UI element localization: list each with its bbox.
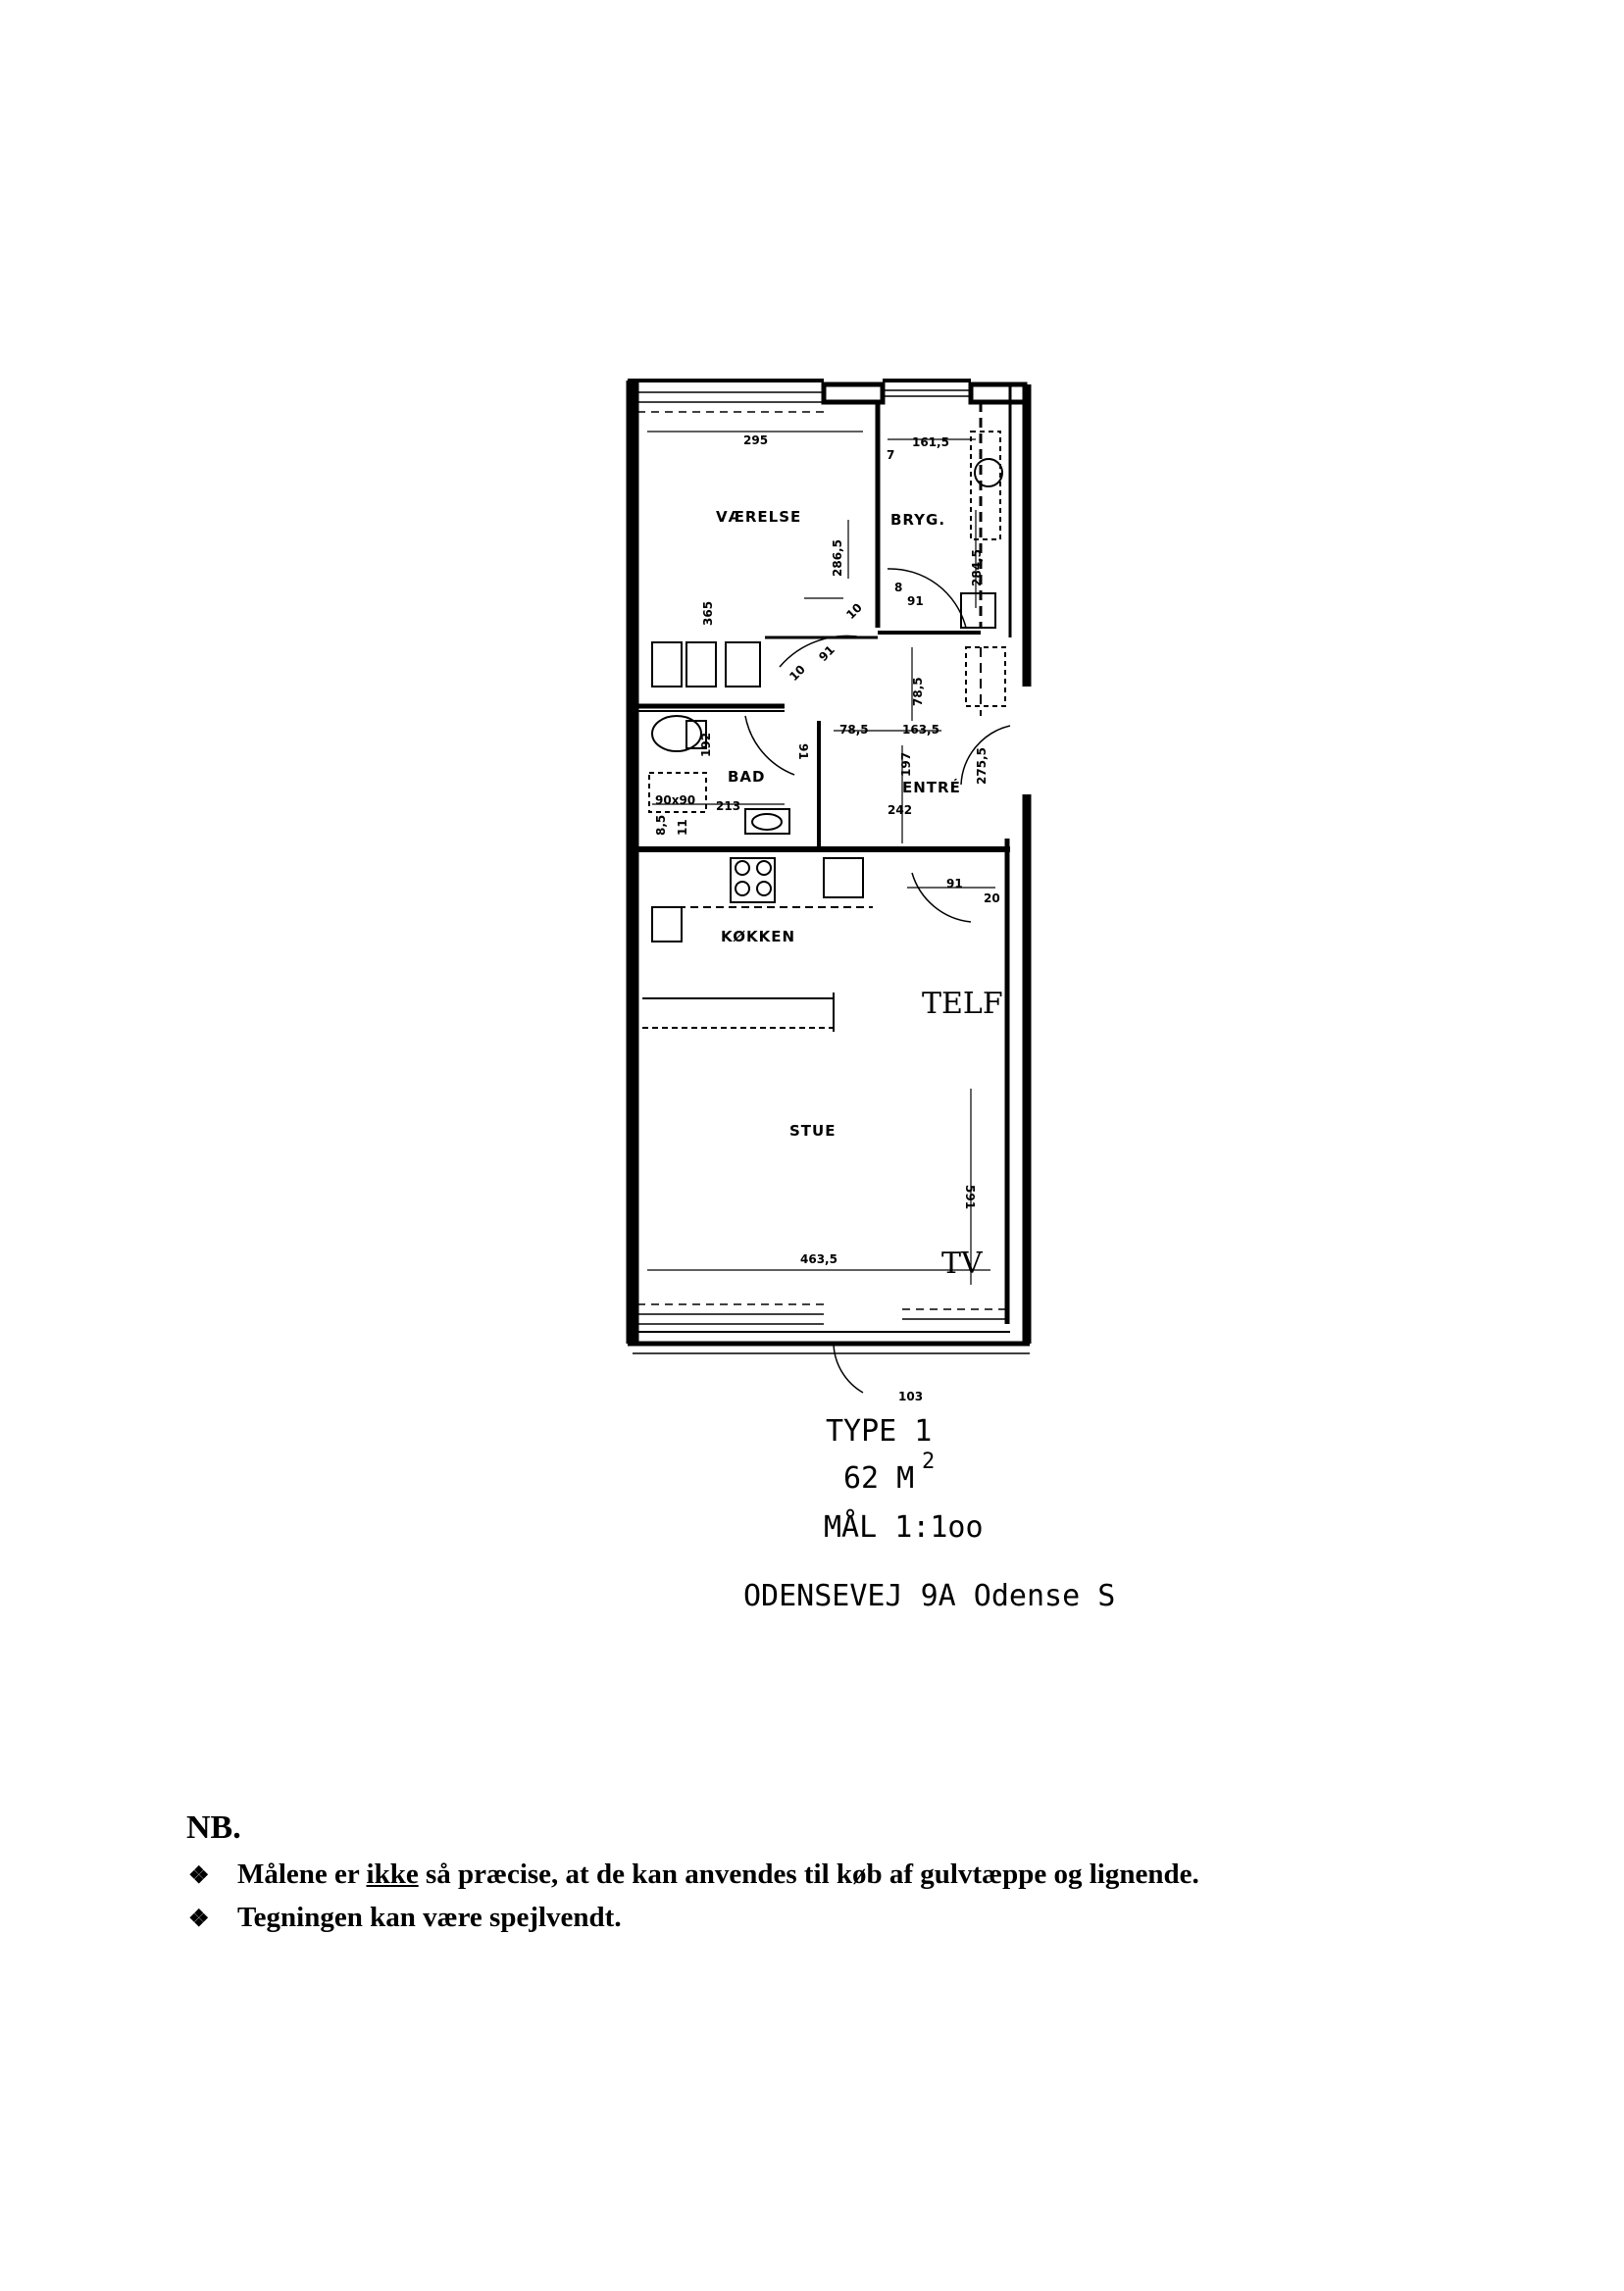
note-item-1 [188,1858,1199,1902]
room-label-bad: BAD [728,768,766,786]
dim-192: 192 [699,732,713,757]
type-label: TYPE 1 [826,1414,933,1449]
dimension-lines [647,432,995,1285]
fixtures [642,432,1005,1032]
note-1-text-start: Målene er [237,1858,367,1890]
dim-284-5: 284,5 [970,549,984,586]
dim-8-5: 8,5 [654,814,668,836]
dim-365: 365 [701,600,715,626]
dim-91-d: 91 [796,743,810,760]
dim-91-a: 91 [816,642,837,665]
note-1-underlined-word: ikke [366,1858,419,1890]
dim-242: 242 [888,803,913,817]
room-label-bryg: BRYG. [890,511,946,529]
dim-91-c: 91 [907,594,924,608]
notes-title: NB. [186,1809,241,1846]
area-superscript: 2 [922,1450,936,1474]
dim-213: 213 [716,799,741,813]
telf-label: TELF [922,987,1003,1021]
dim-91-e: 91 [946,877,963,891]
note-item-2 [188,1902,1199,1945]
scale-label: MÅL 1:1oo [824,1510,984,1545]
diamond-bullet-icon: ❖ [188,1907,210,1932]
dim-591: 591 [963,1185,977,1210]
dim-463-5: 463,5 [800,1252,837,1266]
room-label-stue: STUE [789,1122,837,1140]
diamond-bullet-icon: ❖ [188,1863,210,1889]
room-label-vaerelse: VÆRELSE [716,508,802,526]
dim-20: 20 [984,891,1000,905]
room-label-entre: ENTRÉ [902,779,961,796]
dim-10-a: 10 [787,662,808,685]
dim-8: 8 [894,581,903,594]
note-2-text: Tegningen kan være spejlvendt. [237,1902,622,1933]
dim-161-5: 161,5 [912,435,949,449]
dim-10-b: 10 [843,600,865,623]
notes-list [188,1858,1199,1945]
dim-286-5: 286,5 [831,539,844,577]
room-label-kokken: KØKKEN [721,928,796,945]
address-label: ODENSEVEJ 9A Odense S [743,1579,1116,1613]
tv-label: TV [941,1247,983,1281]
dim-78-5-b: 78,5 [839,723,869,737]
dim-78-5-a: 78,5 [911,677,925,706]
dim-197: 197 [899,751,913,777]
dim-103: 103 [898,1390,924,1403]
dim-275-5: 275,5 [975,747,989,785]
dim-163-5: 163,5 [902,723,939,737]
dim-295: 295 [743,433,769,447]
note-1-text-end: så præcise, at de kan anvendes til køb af gulvtæppe og lignende. [418,1858,1199,1890]
area-label: 62 M [843,1461,915,1496]
shower-size-label: 90x90 [655,793,696,807]
dim-11: 11 [676,819,689,836]
dim-7: 7 [887,448,895,462]
